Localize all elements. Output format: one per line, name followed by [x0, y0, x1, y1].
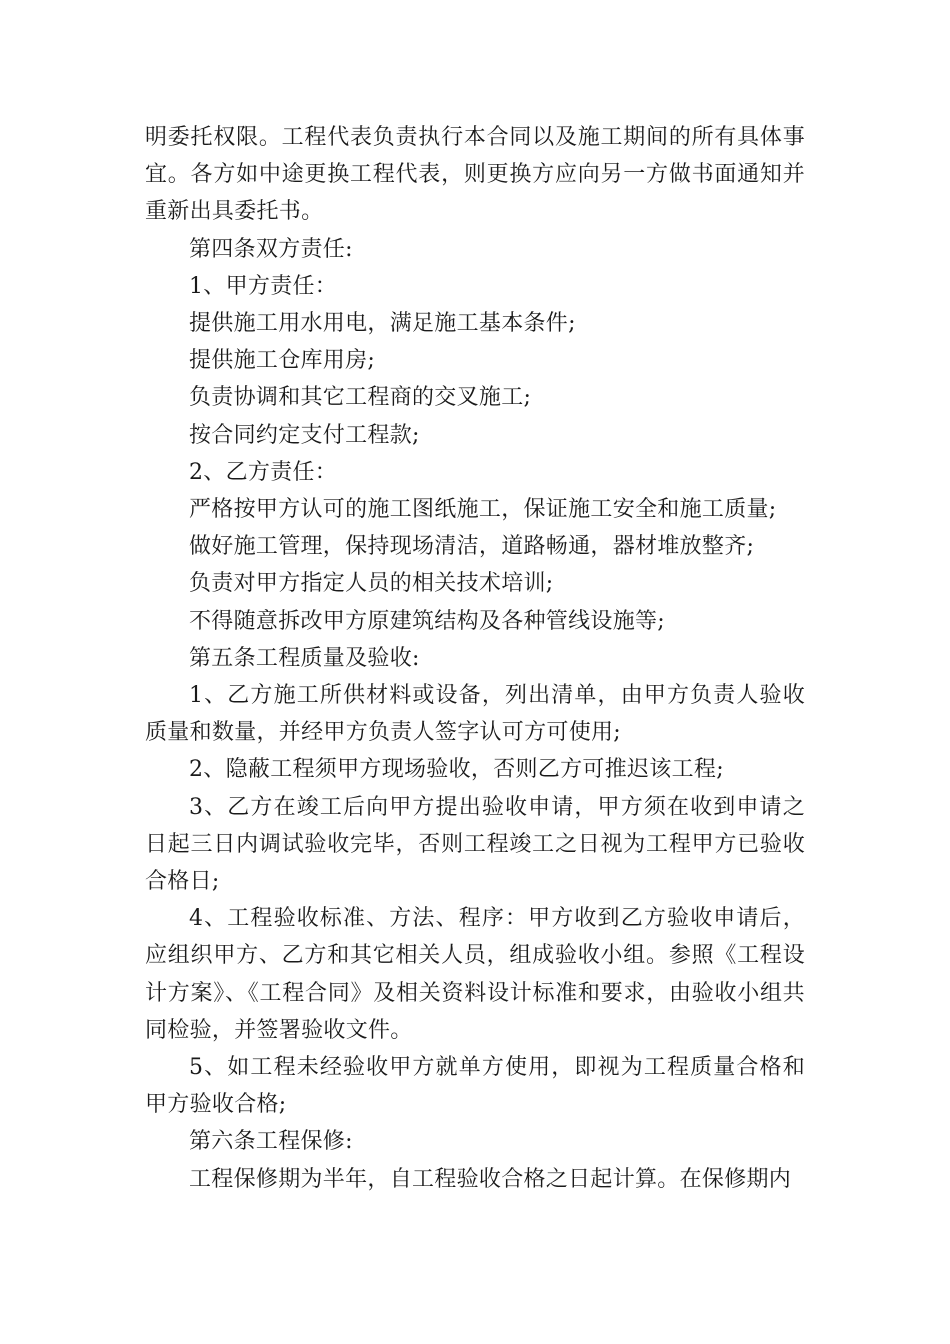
- section-heading-6: 第六条工程保修:: [189, 1129, 353, 1155]
- section-heading-5: 第五条工程质量及验收:: [189, 645, 420, 671]
- paragraph-1: 明委托权限。工程代表负责执行本合同以及施工期间的所有具体事宜。各方如中途更换工程代表，则更换方应向另一方做书面通知并重新出具委托书。: [145, 125, 805, 225]
- clause-item: 5、如工程未经验收甲方就单方使用，即视为工程质量合格和甲方验收合格;: [145, 1055, 805, 1118]
- list-item: 严格按甲方认可的施工图纸施工，保证施工安全和施工质量;: [189, 497, 777, 523]
- paragraph-warranty: 工程保修期为半年，自工程验收合格之日起计算。在保修期内: [189, 1166, 792, 1192]
- list-item: 提供施工仓库用房;: [189, 348, 376, 374]
- document-body: [145, 119, 805, 1198]
- list-item: 负责对甲方指定人员的相关技术培训;: [189, 571, 554, 597]
- clause-item: 4、工程验收标准、方法、程序：甲方收到乙方验收申请后，应组织甲方、乙方和其它相关人员，组成验收小组。参照《工程设计方案》、《工程合同》及相关资料设计标准和要求，由验收小组共同检验，并签署验收文件。: [145, 906, 805, 1043]
- list-item: 做好施工管理，保持现场清洁，道路畅通，器材堆放整齐;: [189, 534, 755, 560]
- list-item: 按合同约定支付工程款;: [189, 422, 420, 448]
- section-heading-4: 第四条双方责任:: [189, 236, 353, 262]
- sub-heading-party-a: 1、甲方责任：: [189, 273, 338, 299]
- clause-item: 3、乙方在竣工后向甲方提出验收申请，甲方须在收到申请之日起三日内调试验收完毕，否则工程竣工之日视为工程甲方已验收合格日;: [145, 794, 805, 895]
- clause-item: 1、乙方施工所供材料或设备，列出清单，由甲方负责人验收质量和数量，并经甲方负责人签字认可方可使用;: [145, 683, 805, 746]
- list-item: 不得随意拆改甲方原建筑结构及各种管线设施等;: [189, 608, 666, 634]
- list-item: 提供施工用水用电，满足施工基本条件;: [189, 311, 576, 337]
- sub-heading-party-b: 2、乙方责任：: [189, 459, 338, 485]
- list-item: 负责协调和其它工程商的交叉施工;: [189, 385, 532, 411]
- clause-item: 2、隐蔽工程须甲方现场验收，否则乙方可推迟该工程;: [189, 757, 724, 783]
